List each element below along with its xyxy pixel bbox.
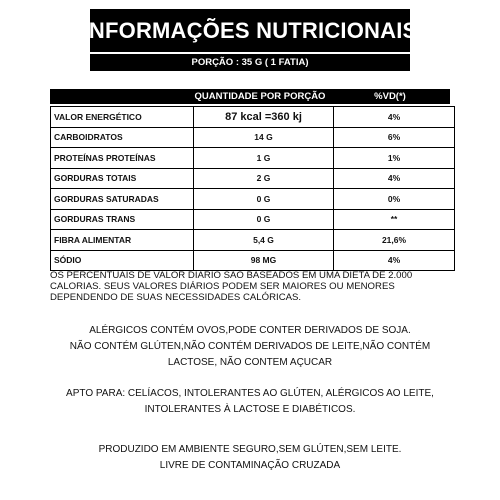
- portion-banner: [90, 54, 410, 71]
- production-info: [40, 442, 460, 474]
- nutrient-quantity: 14 G: [194, 127, 334, 148]
- nutrient-name: VALOR ENERGÉTICO: [51, 107, 194, 128]
- nutrient-vd: 4%: [334, 107, 455, 128]
- production-line: PRODUZIDO EM AMBIENTE SEGURO,SEM GLÚTEN,SEM LEITE.: [98, 444, 402, 455]
- table-row: [51, 148, 455, 169]
- title-banner: [82, 9, 418, 52]
- nutrient-quantity: 0 G: [194, 209, 334, 230]
- nutrient-vd: 4%: [334, 250, 455, 271]
- nutrient-name: CARBOIDRATOS: [51, 127, 194, 148]
- nutrient-vd: **: [334, 209, 455, 230]
- allergen-line: ALÉRGICOS CONTÉM OVOS,PODE CONTER DERIVADOS DE SOJA.: [89, 325, 411, 336]
- nutrient-vd: 4%: [334, 168, 455, 189]
- table-row: [51, 189, 455, 210]
- nutrient-vd: 21,6%: [334, 230, 455, 251]
- allergen-line: NÃO CONTÉM GLÚTEN,NÃO CONTÉM DERIVADOS DE LEITE,NÃO CONTÉM: [69, 341, 431, 352]
- nutrient-name: FIBRA ALIMENTAR: [51, 230, 194, 251]
- column-header-quantity: QUANTIDADE POR PORÇÃO: [194, 91, 326, 102]
- table-row: [51, 168, 455, 189]
- suitable-line: APTO PARA: CELÍACOS, INTOLERANTES AO GLÚTEN, ALÉRGICOS AO LEITE,: [66, 388, 434, 399]
- allergen-line: LACTOSE, NÃO CONTEM AÇUCAR: [167, 357, 333, 368]
- nutrient-name: GORDURAS TOTAIS: [51, 168, 194, 189]
- nutrient-name: SÓDIO: [51, 250, 194, 271]
- nutrient-quantity: 0 G: [194, 189, 334, 210]
- nutrient-vd: 0%: [334, 189, 455, 210]
- portion-label: PORÇÃO : 35 G ( 1 FATIA): [191, 57, 309, 68]
- table-row: [51, 209, 455, 230]
- production-line: LIVRE DE CONTAMINAÇÃO CRUZADA: [159, 460, 341, 471]
- nutrient-vd: 6%: [334, 127, 455, 148]
- table-row: [51, 107, 455, 128]
- nutrient-quantity: 2 G: [194, 168, 334, 189]
- suitable-line: INTOLERANTES À LACTOSE E DIABÉTICOS.: [144, 404, 356, 415]
- allergen-info: [40, 323, 460, 371]
- nutrient-quantity: 5,4 G: [194, 230, 334, 251]
- table-row: [51, 127, 455, 148]
- column-header-vd: %VD(*): [374, 91, 406, 102]
- table-row: [51, 250, 455, 271]
- nutrient-vd: 1%: [334, 148, 455, 169]
- nutrient-name: GORDURAS TRANS: [51, 209, 194, 230]
- nutrient-quantity: 87 kcal =360 kj: [194, 107, 334, 128]
- nutrient-name: PROTEÍNAS PROTEÍNAS: [51, 148, 194, 169]
- table-header: [50, 89, 450, 104]
- nutrient-quantity: 1 G: [194, 148, 334, 169]
- nutrition-table: [50, 106, 455, 271]
- nutrient-name: GORDURAS SATURADAS: [51, 189, 194, 210]
- daily-value-footnote: OS PERCENTUAIS DE VALOR DIÁRIO SÃO BASEADOS EM UMA DIETA DE 2.000 CALORIAS. SEUS VALORES DIÁRIOS PODEM SER MAIORES OU MENORES DEPENDENDO DE SUAS NECESSIDADES CALÓRICAS.: [50, 270, 413, 303]
- page-title: INFORMAÇÕES NUTRICIONAIS: [82, 17, 418, 43]
- nutrient-quantity: 98 MG: [194, 250, 334, 271]
- suitable-for-info: [40, 386, 460, 418]
- table-row: [51, 230, 455, 251]
